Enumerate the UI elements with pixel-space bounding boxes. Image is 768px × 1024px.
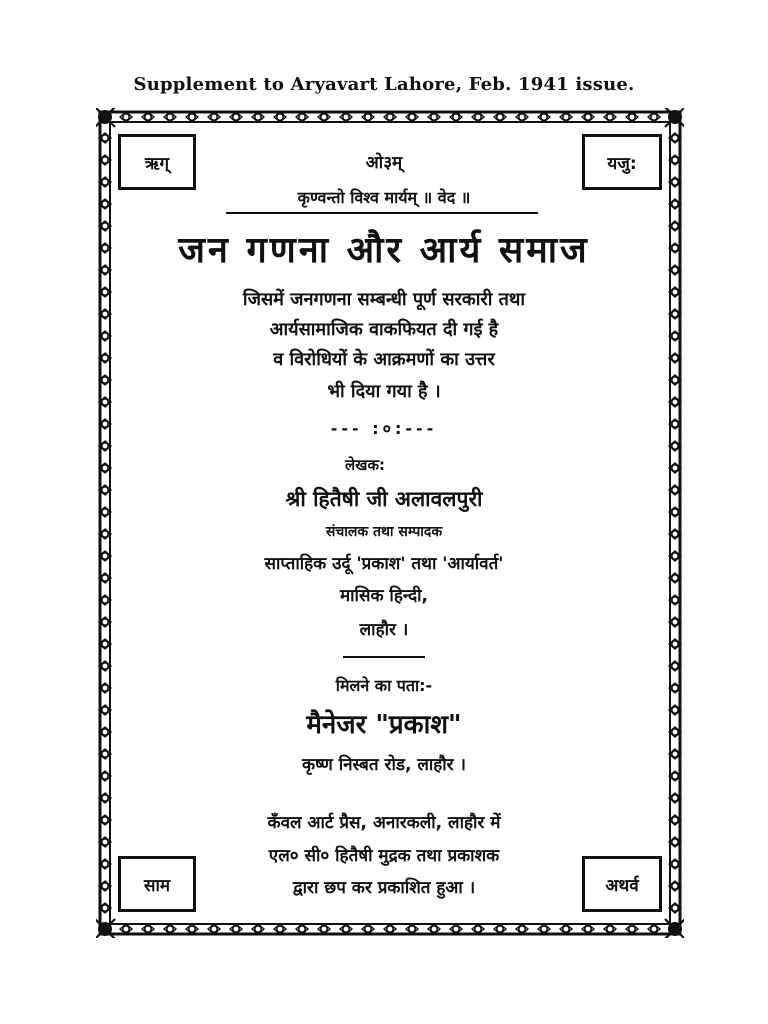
printer-line-3: द्वारा छप कर प्रकाशित हुआ । bbox=[292, 878, 476, 898]
corner-label-yaju: यजु: bbox=[607, 153, 637, 174]
description-line-1: जिसमें जनगणना सम्बन्धी पूर्ण सरकारी तथा bbox=[242, 289, 526, 310]
author-periodicity: मासिक हिन्दी, bbox=[339, 586, 428, 606]
separator: --- :०:--- bbox=[330, 419, 438, 438]
manager-name: मैनेजर "प्रकाश" bbox=[306, 710, 462, 740]
author-city: लाहौर । bbox=[359, 620, 409, 640]
description-line-2: आर्यसामाजिक वाकफियत दी गई है bbox=[269, 319, 499, 340]
page-title: जन गणना और आर्य समाज bbox=[178, 230, 590, 271]
author-name: श्री हितैषी जी अलावलपुरी bbox=[285, 487, 483, 511]
printer-line-1: कँवल आर्ट प्रैस, अनारकली, लाहौर में bbox=[267, 813, 501, 833]
contact-address: कृष्ण निस्बत रोड, लाहौर । bbox=[301, 755, 466, 775]
corner-label-sam: साम bbox=[143, 875, 171, 896]
motto-underline bbox=[226, 212, 538, 214]
contact-label: मिलने का पता:- bbox=[335, 676, 433, 695]
corner-label-rig: ऋग् bbox=[144, 153, 170, 174]
corner-label-atharva: अथर्व bbox=[605, 875, 639, 896]
description-line-4: भी दिया गया है । bbox=[327, 381, 441, 402]
om-heading: ओ३म् bbox=[365, 153, 403, 173]
printer-line-2: एल० सी० हितैषी मुद्रक तथा प्रकाशक bbox=[268, 846, 500, 866]
author-publications: साप्ताहिक उर्दू 'प्रकाश' तथा 'आर्यावर्त' bbox=[264, 554, 504, 574]
section-divider bbox=[343, 656, 425, 658]
vedic-motto: कृण्वन्तो विश्व मार्यम् ॥ वेद ॥ bbox=[297, 188, 471, 207]
author-role: संचालक तथा सम्पादक bbox=[325, 524, 443, 540]
description-line-3: व विरोधियों के आक्रमणों का उत्तर bbox=[273, 349, 495, 370]
author-label: लेखक: bbox=[345, 456, 385, 474]
supplement-note: Supplement to Aryavart Lahore, Feb. 1941 issue. bbox=[133, 74, 635, 95]
